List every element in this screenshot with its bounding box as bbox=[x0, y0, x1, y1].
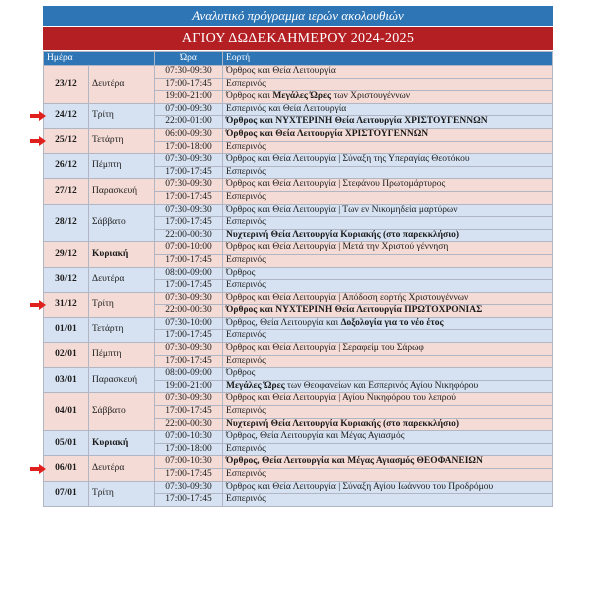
day-weekday: Τρίτη bbox=[89, 481, 155, 506]
day-date: 05/01 bbox=[44, 431, 89, 456]
red-arrow-icon bbox=[30, 464, 46, 474]
service-description bbox=[223, 343, 553, 356]
service-time: 22:00-00:30 bbox=[155, 418, 223, 431]
day-date: 01/01 bbox=[44, 317, 89, 342]
service-description bbox=[223, 254, 553, 267]
service-text: Όρθρος και ΝΥΧΤΕΡΙΝΗ Θεία Λειτουργία ΧΡΙΣΤΟΥΓΕΝΝΩΝ bbox=[226, 116, 488, 127]
service-description bbox=[223, 469, 553, 482]
table-row bbox=[44, 456, 553, 469]
service-time: 07:30-09:30 bbox=[155, 204, 223, 217]
service-time: 07:30-09:30 bbox=[155, 154, 223, 167]
day-weekday: Τρίτη bbox=[89, 292, 155, 317]
service-description bbox=[223, 78, 553, 91]
day-date: 04/01 bbox=[44, 393, 89, 431]
day-date: 23/12 bbox=[44, 66, 89, 104]
table-row bbox=[44, 481, 553, 494]
service-time: 07:30-09:30 bbox=[155, 393, 223, 406]
service-description bbox=[223, 128, 553, 141]
day-weekday: Κυριακή bbox=[89, 431, 155, 456]
service-text: Νυχτερινή Θεία Λειτουργία Κυριακής (στο παρεκκλήσιο) bbox=[226, 418, 460, 429]
service-text: Μεγάλες Ώρες bbox=[272, 91, 332, 102]
service-text: Όρθρος και Θεία Λειτουργία | Μετά την Χριστού γέννηση bbox=[226, 242, 449, 253]
service-description bbox=[223, 66, 553, 79]
service-description bbox=[223, 280, 553, 293]
service-time: 07:00-10:30 bbox=[155, 456, 223, 469]
service-description bbox=[223, 204, 553, 217]
service-time: 07:30-09:30 bbox=[155, 66, 223, 79]
service-time: 19:00-21:00 bbox=[155, 380, 223, 393]
service-time: 22:00-00:30 bbox=[155, 305, 223, 318]
column-header-day: Ημέρα bbox=[44, 52, 155, 66]
service-text: Εσπερινός bbox=[226, 217, 266, 228]
service-text: Εσπερινός bbox=[226, 469, 266, 479]
service-time: 17:00-17:45 bbox=[155, 330, 223, 343]
service-description bbox=[223, 103, 553, 116]
day-date: 25/12 bbox=[44, 128, 89, 153]
service-text: Όρθρος και Θεία Λειτουργία | Σύναξη της Υπεραγίας Θεοτόκου bbox=[226, 154, 470, 165]
table-row bbox=[44, 393, 553, 406]
service-time: 07:30-09:30 bbox=[155, 292, 223, 305]
table-row bbox=[44, 179, 553, 192]
day-weekday: Παρασκευή bbox=[89, 179, 155, 204]
service-time: 22:00-01:00 bbox=[155, 116, 223, 129]
service-time: 17:00-17:45 bbox=[155, 469, 223, 482]
table-row bbox=[44, 128, 553, 141]
service-description bbox=[223, 418, 553, 431]
column-header-time: Ώρα bbox=[155, 52, 223, 66]
day-weekday: Δευτέρα bbox=[89, 456, 155, 481]
service-time: 17:00-18:00 bbox=[155, 141, 223, 154]
table-row bbox=[44, 292, 553, 305]
service-description bbox=[223, 443, 553, 456]
table-row bbox=[44, 343, 553, 356]
red-arrow-icon bbox=[30, 136, 46, 146]
service-text: Εσπερινός bbox=[226, 254, 266, 265]
service-description bbox=[223, 154, 553, 167]
service-description bbox=[223, 431, 553, 444]
service-text: Εσπερινός bbox=[226, 494, 266, 505]
service-description bbox=[223, 116, 553, 129]
red-arrow-icon bbox=[30, 111, 46, 121]
service-text: Εσπερινός bbox=[226, 141, 266, 152]
service-time: 07:30-09:30 bbox=[155, 343, 223, 356]
service-description bbox=[223, 292, 553, 305]
service-description bbox=[223, 141, 553, 154]
service-text: Όρθρος και bbox=[226, 91, 273, 102]
service-time: 07:00-09:30 bbox=[155, 103, 223, 116]
service-time: 08:00-09:00 bbox=[155, 267, 223, 280]
service-time: 08:00-09:00 bbox=[155, 368, 223, 381]
service-description bbox=[223, 393, 553, 406]
service-description bbox=[223, 217, 553, 230]
day-date: 29/12 bbox=[44, 242, 89, 267]
day-weekday: Σάββατο bbox=[89, 204, 155, 242]
service-text: Όρθρος και Θεία Λειτουργία | Στεφάνου Πρωτομάρτυρος bbox=[226, 179, 446, 190]
service-description bbox=[223, 191, 553, 204]
services-table bbox=[43, 51, 553, 507]
table-row bbox=[44, 154, 553, 167]
service-text: Όρθρος και Θεία Λειτουργία ΧΡΙΣΤΟΥΓΕΝΝΩΝ bbox=[226, 128, 429, 139]
table-header-row bbox=[44, 52, 553, 66]
day-date: 28/12 bbox=[44, 204, 89, 242]
service-text: Όρθρος και Θεία Λειτουργία | Των εν Νικομηδεία μαρτύρων bbox=[226, 204, 458, 215]
service-time: 17:00-17:45 bbox=[155, 254, 223, 267]
day-date: 24/12 bbox=[44, 103, 89, 128]
day-weekday: Παρασκευή bbox=[89, 368, 155, 393]
table-row bbox=[44, 267, 553, 280]
service-text: Όρθρος, Θεία Λειτουργία και Μέγας Αγιασμός bbox=[226, 431, 405, 442]
service-time: 06:00-09:30 bbox=[155, 128, 223, 141]
day-weekday: Κυριακή bbox=[89, 242, 155, 267]
service-description bbox=[223, 267, 553, 280]
service-time: 17:00-17:45 bbox=[155, 217, 223, 230]
service-time: 07:30-10:00 bbox=[155, 317, 223, 330]
service-description bbox=[223, 355, 553, 368]
service-time: 17:00-17:45 bbox=[155, 280, 223, 293]
table-row bbox=[44, 242, 553, 255]
service-description bbox=[223, 242, 553, 255]
service-description bbox=[223, 368, 553, 381]
table-row bbox=[44, 317, 553, 330]
day-date: 06/01 bbox=[44, 456, 89, 481]
service-text: Όρθρος bbox=[226, 267, 256, 278]
service-time: 17:00-17:45 bbox=[155, 191, 223, 204]
service-text: Όρθρος και Θεία Λειτουργία | Απόδοση εορτής Χριστουγέννων bbox=[226, 292, 469, 303]
service-time: 07:00-10:30 bbox=[155, 431, 223, 444]
day-date: 02/01 bbox=[44, 343, 89, 368]
day-weekday: Τετάρτη bbox=[89, 128, 155, 153]
day-weekday: Πέμπτη bbox=[89, 343, 155, 368]
service-text: Εσπερινός και Θεία Λειτουργία bbox=[226, 103, 347, 114]
day-weekday: Δευτέρα bbox=[89, 66, 155, 104]
service-time: 17:00-18:00 bbox=[155, 443, 223, 456]
service-text: Εσπερινός bbox=[226, 166, 266, 177]
service-description bbox=[223, 91, 553, 104]
service-text: Εσπερινός bbox=[226, 78, 266, 89]
service-text: Όρθρος και Θεία Λειτουργία bbox=[226, 66, 336, 76]
service-text: Μεγάλες Ώρες bbox=[226, 380, 285, 391]
day-weekday: Σάββατο bbox=[89, 393, 155, 431]
service-text: Εσπερινός bbox=[226, 280, 266, 291]
service-time: 17:00-17:45 bbox=[155, 494, 223, 507]
table-row bbox=[44, 204, 553, 217]
service-description bbox=[223, 330, 553, 343]
service-time: 17:00-17:45 bbox=[155, 355, 223, 368]
service-text: Εσπερινός bbox=[226, 406, 266, 417]
service-time: 17:00-17:45 bbox=[155, 78, 223, 91]
day-weekday: Τρίτη bbox=[89, 103, 155, 128]
service-text: Εσπερινός bbox=[226, 330, 266, 341]
day-date: 03/01 bbox=[44, 368, 89, 393]
service-description bbox=[223, 166, 553, 179]
table-row bbox=[44, 431, 553, 444]
service-text: Εσπερινός bbox=[226, 191, 266, 202]
service-time: 19:00-21:00 bbox=[155, 91, 223, 104]
service-description bbox=[223, 456, 553, 469]
service-text: Όρθρος και ΝΥΧΤΕΡΙΝΗ Θεία Λειτουργία ΠΡΩΤΟΧΡΟΝΙΑΣ bbox=[226, 305, 483, 316]
service-description bbox=[223, 494, 553, 507]
service-text: Εσπερινός bbox=[226, 443, 266, 454]
service-description bbox=[223, 406, 553, 419]
service-text: Εσπερινός bbox=[226, 355, 266, 366]
red-arrow-icon bbox=[30, 300, 46, 310]
service-time: 07:30-09:30 bbox=[155, 481, 223, 494]
service-text: Όρθρος και Θεία Λειτουργία | Σύναξη Αγίου Ιωάννου του Προδρόμου bbox=[226, 481, 494, 492]
service-description bbox=[223, 229, 553, 242]
day-weekday: Δευτέρα bbox=[89, 267, 155, 292]
service-time: 17:00-17:45 bbox=[155, 406, 223, 419]
service-text: των Θεοφανείων και Εσπερινός Αγίου Νικηφόρου bbox=[284, 380, 479, 391]
service-text: Όρθρος, Θεία Λειτουργία και Μέγας Αγιασμός ΘΕΟΦΑΝΕΙΩΝ bbox=[226, 456, 483, 467]
column-header-feast: Εορτή bbox=[223, 52, 553, 66]
table-body bbox=[44, 66, 553, 507]
day-date: 07/01 bbox=[44, 481, 89, 506]
service-text: Δοξολογία για το νέο έτος bbox=[340, 317, 444, 328]
service-text: Όρθρος, Θεία Λειτουργία και bbox=[226, 317, 341, 328]
schedule-subtitle: Αναλυτικό πρόγραμμα ιερών ακολουθιών bbox=[43, 6, 553, 26]
service-time: 22:00-00:30 bbox=[155, 229, 223, 242]
day-date: 30/12 bbox=[44, 267, 89, 292]
day-weekday: Τετάρτη bbox=[89, 317, 155, 342]
table-row bbox=[44, 103, 553, 116]
service-description bbox=[223, 481, 553, 494]
service-description bbox=[223, 179, 553, 192]
service-description bbox=[223, 380, 553, 393]
service-text: Όρθρος και Θεία Λειτουργία | Σεραφείμ του Σάρωφ bbox=[226, 343, 424, 354]
day-date: 26/12 bbox=[44, 154, 89, 179]
day-weekday: Πέμπτη bbox=[89, 154, 155, 179]
day-date: 31/12 bbox=[44, 292, 89, 317]
service-text: Όρθρος bbox=[226, 368, 256, 379]
service-text: Όρθρος και Θεία Λειτουργία | Αγίου Νικηφόρου του λεπρού bbox=[226, 393, 456, 404]
service-description bbox=[223, 305, 553, 318]
day-date: 27/12 bbox=[44, 179, 89, 204]
table-row bbox=[44, 66, 553, 79]
schedule-title: ΑΓΙΟΥ ΔΩΔΕΚΑΗΜΕΡΟΥ 2024-2025 bbox=[43, 27, 553, 50]
table-row bbox=[44, 368, 553, 381]
service-time: 07:00-10:00 bbox=[155, 242, 223, 255]
service-text: των Χριστουγέννων bbox=[331, 91, 411, 102]
service-description bbox=[223, 317, 553, 330]
service-time: 17:00-17:45 bbox=[155, 166, 223, 179]
service-text: Νυχτερινή Θεία Λειτουργία Κυριακής (στο παρεκκλήσιο) bbox=[226, 229, 460, 240]
service-time: 07:30-09:30 bbox=[155, 179, 223, 192]
